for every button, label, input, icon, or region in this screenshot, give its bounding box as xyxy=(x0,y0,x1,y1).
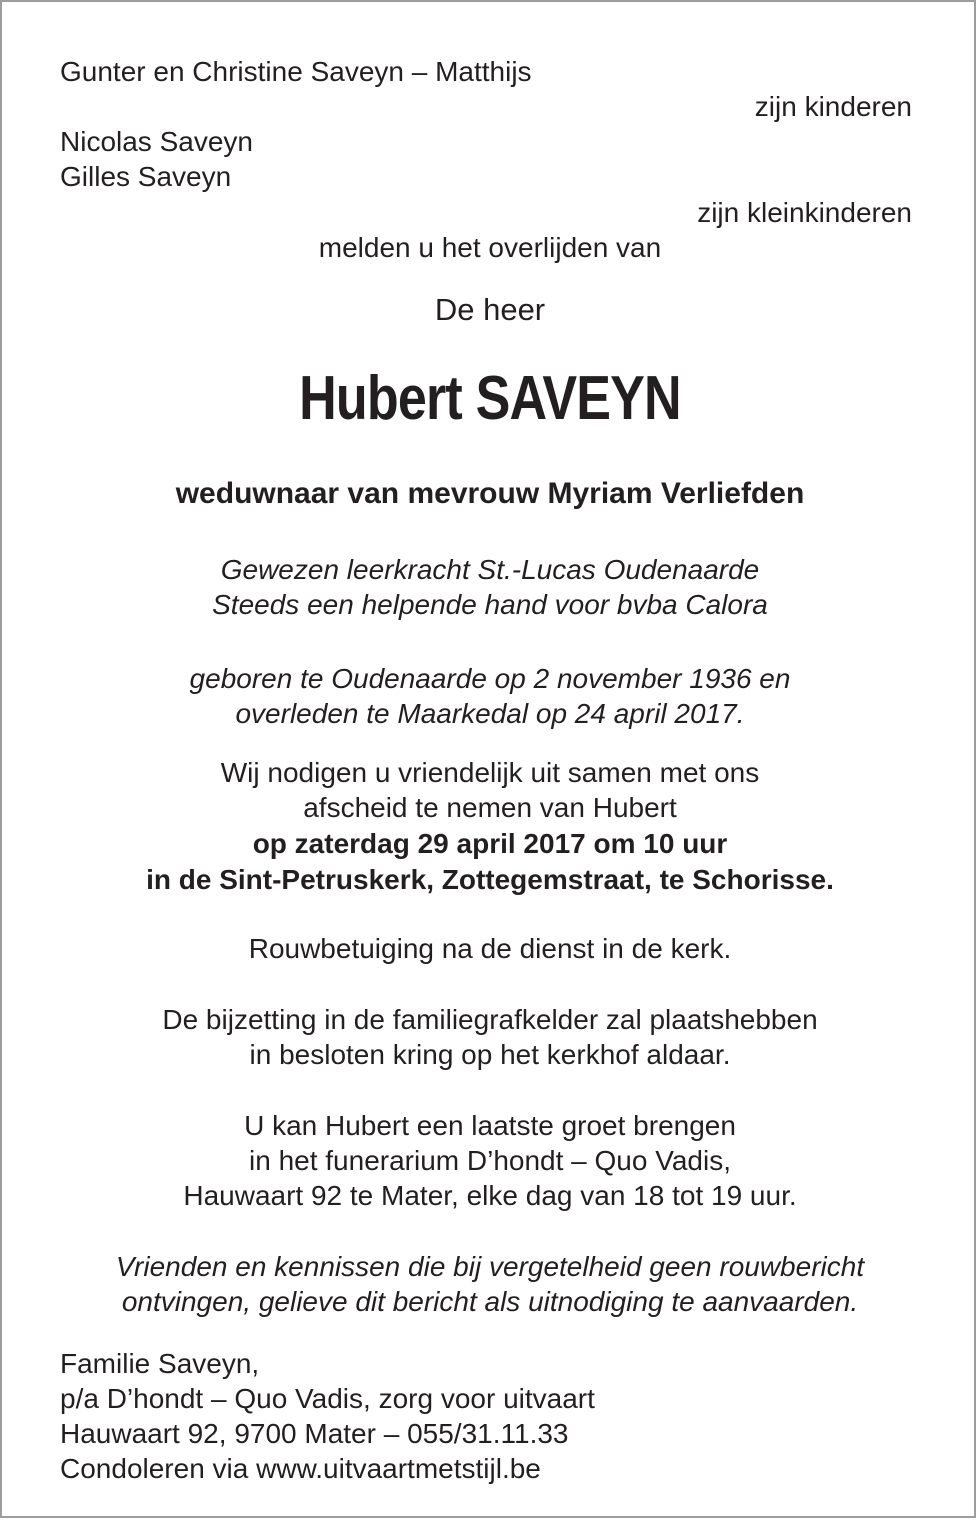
visit-line: U kan Hubert een laatste groet brengen xyxy=(244,1110,736,1141)
condolence-line: Rouwbetuiging na de dienst in de kerk. xyxy=(248,933,732,964)
grandchild-name: Gilles Saveyn xyxy=(60,161,232,192)
grandchildren-label: zijn kleinkinderen xyxy=(697,197,912,228)
honorific: De heer xyxy=(434,292,546,327)
invitation-line: afscheid te nemen van Hubert xyxy=(303,792,677,823)
ceremony-place: in de Sint-Petruskerk, Zottegemstraat, te Schorisse. xyxy=(146,864,834,895)
contact-undertaker: p/a D’hondt – Quo Vadis, zorg voor uitvaart xyxy=(60,1383,595,1414)
contact-family: Familie Saveyn, xyxy=(60,1348,260,1379)
death-line: overleden te Maarkedal op 24 april 2017. xyxy=(235,698,745,729)
role-line: Gewezen leerkracht St.-Lucas Oudenaarde xyxy=(220,554,760,585)
role-line: Steeds een helpende hand voor bvba Calora xyxy=(212,589,768,620)
widower-line: weduwnaar van mevrouw Myriam Verliefden xyxy=(175,477,805,510)
birth-line: geboren te Oudenaarde op 2 november 1936 en xyxy=(189,663,791,694)
children-label: zijn kinderen xyxy=(754,91,912,122)
ceremony-date: op zaterdag 29 april 2017 om 10 uur xyxy=(252,828,728,859)
parents-line: Gunter en Christine Saveyn – Matthijs xyxy=(60,56,532,87)
notice-line: Vrienden en kennissen die bij vergetelheid geen rouwbericht xyxy=(115,1251,865,1282)
notice-line: ontvingen, gelieve dit bericht als uitnodiging te aanvaarden. xyxy=(121,1286,859,1317)
contact-address: Hauwaart 92, 9700 Mater – 055/31.11.33 xyxy=(60,1418,569,1449)
contact-website: Condoleren via www.uitvaartmetstijl.be xyxy=(60,1453,541,1484)
visit-line: in het funerarium D’hondt – Quo Vadis, xyxy=(249,1145,731,1176)
deceased-name: Hubert SAVEYN xyxy=(299,364,681,433)
grandchild-name: Nicolas Saveyn xyxy=(60,126,253,157)
invitation-line: Wij nodigen u vriendelijk uit samen met ons xyxy=(220,757,760,788)
announcement-line: melden u het overlijden van xyxy=(318,232,662,263)
burial-line: in besloten kring op het kerkhof aldaar. xyxy=(249,1039,731,1070)
visit-line: Hauwaart 92 te Mater, elke dag van 18 tot 19 uur. xyxy=(183,1180,797,1211)
burial-line: De bijzetting in de familiegrafkelder zal plaatshebben xyxy=(162,1004,818,1035)
